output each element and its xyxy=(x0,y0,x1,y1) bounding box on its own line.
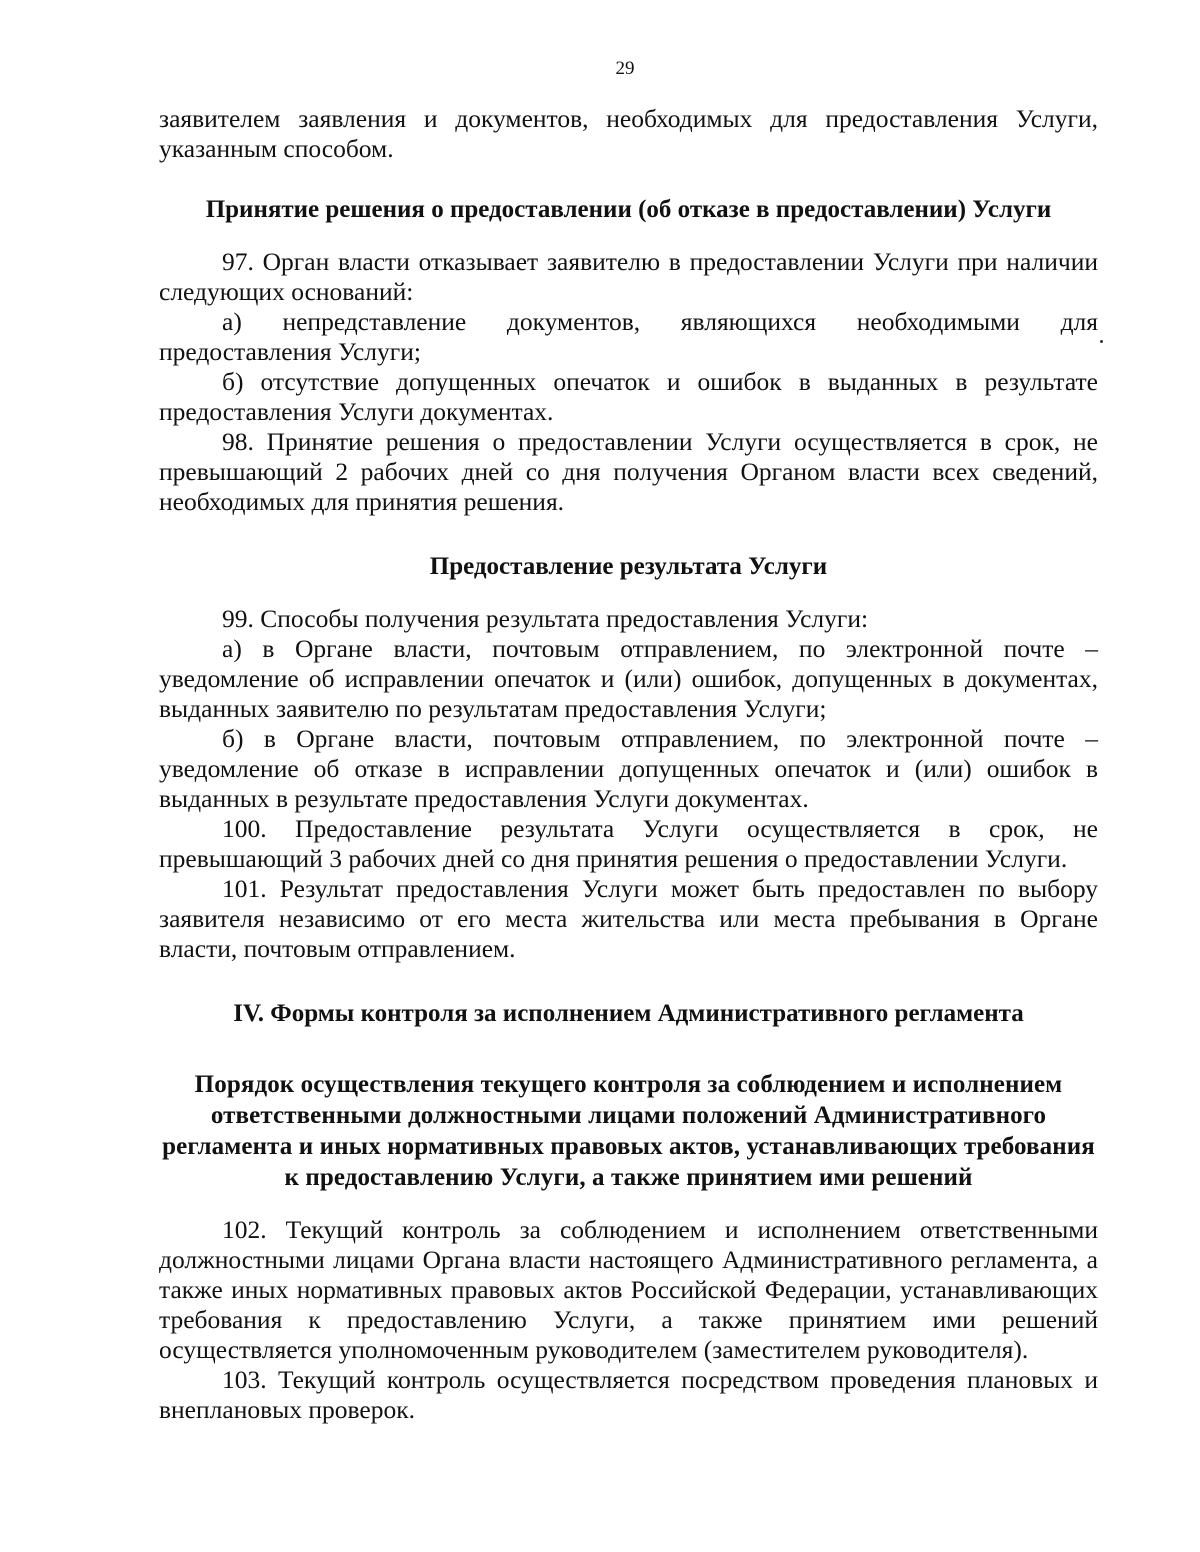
paragraph: 97. Орган власти отказывает заявителю в предоставлении Услуги при наличии следующих оснований: xyxy=(159,247,1098,306)
paragraph: а) в Органе власти, почтовым отправлением, по электронной почте – уведомление об исправлении опечаток и (или) ошибок, допущенных в документах, выданных заявителю по результатам предоставления Услуги; xyxy=(159,634,1098,723)
paragraph: 100. Предоставление результата Услуги осуществляется в срок, не превышающий 3 рабочих дней со дня принятия решения о предоставлении Услуги. xyxy=(159,814,1098,873)
paragraph: б) в Органе власти, почтовым отправлением, по электронной почте – уведомление об отказе в исправлении допущенных опечаток и (или) ошибок в выданных в результате предоставления Услуги документах. xyxy=(159,724,1098,813)
paragraph: 98. Принятие решения о предоставлении Услуги осуществляется в срок, не превышающий 2 рабочих дней со дня получения Органом власти всех сведений, необходимых для принятия решения. xyxy=(159,427,1098,516)
section-heading: Порядок осуществления текущего контроля за соблюдением и исполнением ответственными должностными лицами положений Административного регламента и иных нормативных правовых актов, устанавливающих требования к предоставлению Услуги, а также принятием ими решений xyxy=(162,1071,1095,1191)
page-number: 29 xyxy=(615,58,635,79)
paragraph: заявителем заявления и документов, необходимых для предоставления Услуги, указанным способом. xyxy=(159,104,1098,163)
paragraph: 99. Способы получения результата предоставления Услуги: xyxy=(222,604,869,633)
scan-artifact-dot xyxy=(1100,340,1103,343)
paragraph: 102. Текущий контроль за соблюдением и исполнением ответственными должностными лицами Органа власти настоящего Административного регламента, а также иных нормативных правовых актов Российской Федерации, устанавливающих требования к предоставлению Услуги, а также принятием ими решений осуществляется уполномоченным руководителем (заместителем руководителя). xyxy=(159,1215,1098,1364)
paragraph: 103. Текущий контроль осуществляется посредством проведения плановых и внеплановых проверок. xyxy=(159,1365,1098,1424)
paragraph: а) непредставление документов, являющихся необходимыми для предоставления Услуги; xyxy=(159,307,1098,366)
document-body xyxy=(159,104,1098,1425)
section-heading: Предоставление результата Услуги xyxy=(429,553,828,580)
paragraph: 101. Результат предоставления Услуги может быть предоставлен по выбору заявителя независимо от его места жительства или места пребывания в Органе власти, почтовым отправлением. xyxy=(159,874,1098,963)
section-heading: Принятие решения о предоставлении (об отказе в предоставлении) Услуги xyxy=(205,196,1052,223)
paragraph: б) отсутствие допущенных опечаток и ошибок в выданных в результате предоставления Услуги документах. xyxy=(159,367,1098,426)
section-heading: IV. Формы контроля за исполнением Административного регламента xyxy=(233,1000,1024,1027)
